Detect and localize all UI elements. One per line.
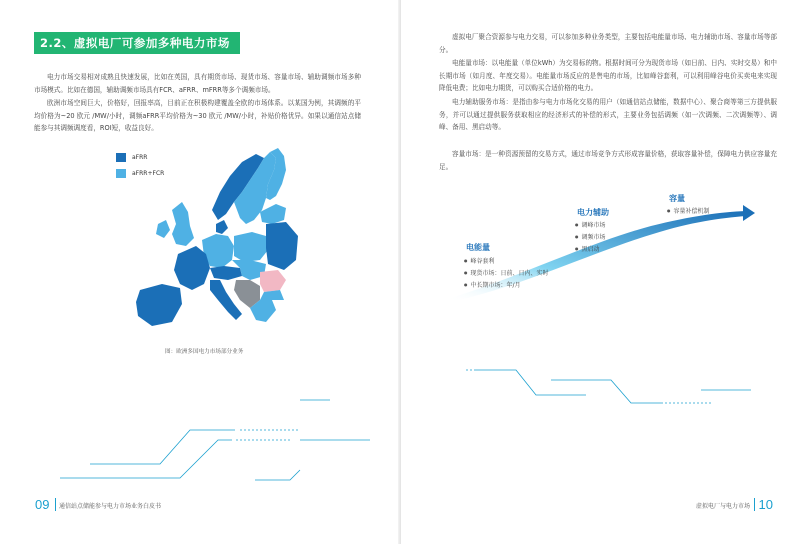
map-region-baltics [260, 204, 286, 224]
map-region-iberia [136, 284, 182, 326]
map-region-poland [234, 232, 268, 262]
map-region-uk [172, 202, 194, 246]
map-caption: 图：欧洲多国电力市场部分业务 [165, 349, 244, 355]
decorative-lines-right [401, 355, 802, 435]
legend-item-afrr-fcr [116, 167, 164, 179]
footer-text-left: 通信站点储能参与电力市场业务白皮书 [59, 503, 162, 510]
list-item: ● 黑启动 [575, 243, 606, 255]
list-item: ● 调频市场 [575, 231, 606, 243]
right-paragraph-4: 容量市场：是一种资源预留的交易方式，通过市场竞争方式形成容量价格，获取容量补偿，保障电力供应容量充足。 [439, 150, 777, 171]
page-number-right: 10 [758, 497, 773, 512]
map-region-bulgaria [260, 290, 284, 300]
map-region-romania [260, 270, 286, 292]
list-item: ● 峰谷套利 [464, 255, 549, 267]
list-item: ● 中长期市场：年/月 [464, 279, 549, 291]
right-paragraph-3: 电力辅助服务市场：是指由参与电力市场化交易的用户（如通信站点储能，数据中心）、聚合商等第三方提供服务，并可以通过提供服务获取相应的经济形式的补偿的形式，主要业务包括调频（如一次调频、二次调频等）、调峰、备用、黑启动等。 [439, 98, 777, 132]
legend-swatch-light [116, 169, 126, 178]
right-paragraph-1: 虚拟电厂聚合资源参与电力交易，可以参加多种业务类型，主要包括电能量市场、电力辅助市场、容量市场等部分。 [439, 33, 777, 54]
right-page [401, 0, 802, 544]
map-region-east [266, 222, 298, 270]
legend-label: aFRR [132, 153, 148, 161]
left-paragraph-2: 欧洲市场空间巨大，价格好，回报率高，目前正在积极构建覆盖全欧的市场体系。以某国为例，其调频的平均价格为~20 欧元 /MW/小时，调频aFRR平均价格为~30 欧元 /MW/小时，补贴价格优异。如果以通信站点储能参与其调频调度看，ROI短，收益良好。 [34, 99, 361, 133]
section-title: 2.2、虚拟电厂可参加多种电力市场业务 [34, 32, 240, 54]
stage-list-ancillary [575, 219, 606, 255]
right-paragraph-2: 电能量市场：以电能量（单位kWh）为交易标的物。根据时间可分为现货市场（如日前、日内、实时交易）和中长期市场（如月度、年度交易）。电能量市场反应的是售电的市场，比如峰谷套利，可以利用峰谷电价买卖电来实现降低电费；比如电力期货，可以购买合适价格的电力。 [439, 59, 777, 93]
list-item: ● 现货市场：日前、日内、实时 [464, 267, 549, 279]
footer-text-right: 虚拟电厂与电力市场 [695, 503, 750, 510]
left-paragraph-1: 电力市场交易相对成熟且快速发展，比如在英国，具有期货市场、现货市场、容量市场、辅助调频市场多种市场模式。比如在德国，辅助调频市场具有FCR、aFRR、mFRR等多个调频市场。 [34, 73, 361, 94]
stage-title-capacity: 容量 [669, 194, 685, 203]
map-region-austria [210, 266, 242, 280]
map-legend [116, 151, 164, 183]
footer-divider-right [754, 498, 755, 511]
list-item: ● 调峰市场 [575, 219, 606, 231]
footer-divider-left [55, 498, 56, 511]
map-region-ireland [156, 220, 170, 238]
decorative-lines-left [0, 380, 401, 490]
page-number-left: 09 [35, 497, 50, 512]
map-region-denmark [216, 220, 228, 234]
legend-swatch-dark [116, 153, 126, 162]
list-item: ● 容量补偿机制 [667, 205, 710, 217]
legend-item-afrr [116, 151, 164, 163]
stage-title-ancillary: 电力辅助 [577, 208, 609, 217]
growth-arrow [401, 0, 802, 544]
stage-title-energy: 电能量 [466, 243, 490, 252]
legend-label: aFRR+FCR [132, 169, 165, 177]
stage-list-capacity [667, 205, 710, 217]
stage-list-energy [464, 255, 549, 291]
